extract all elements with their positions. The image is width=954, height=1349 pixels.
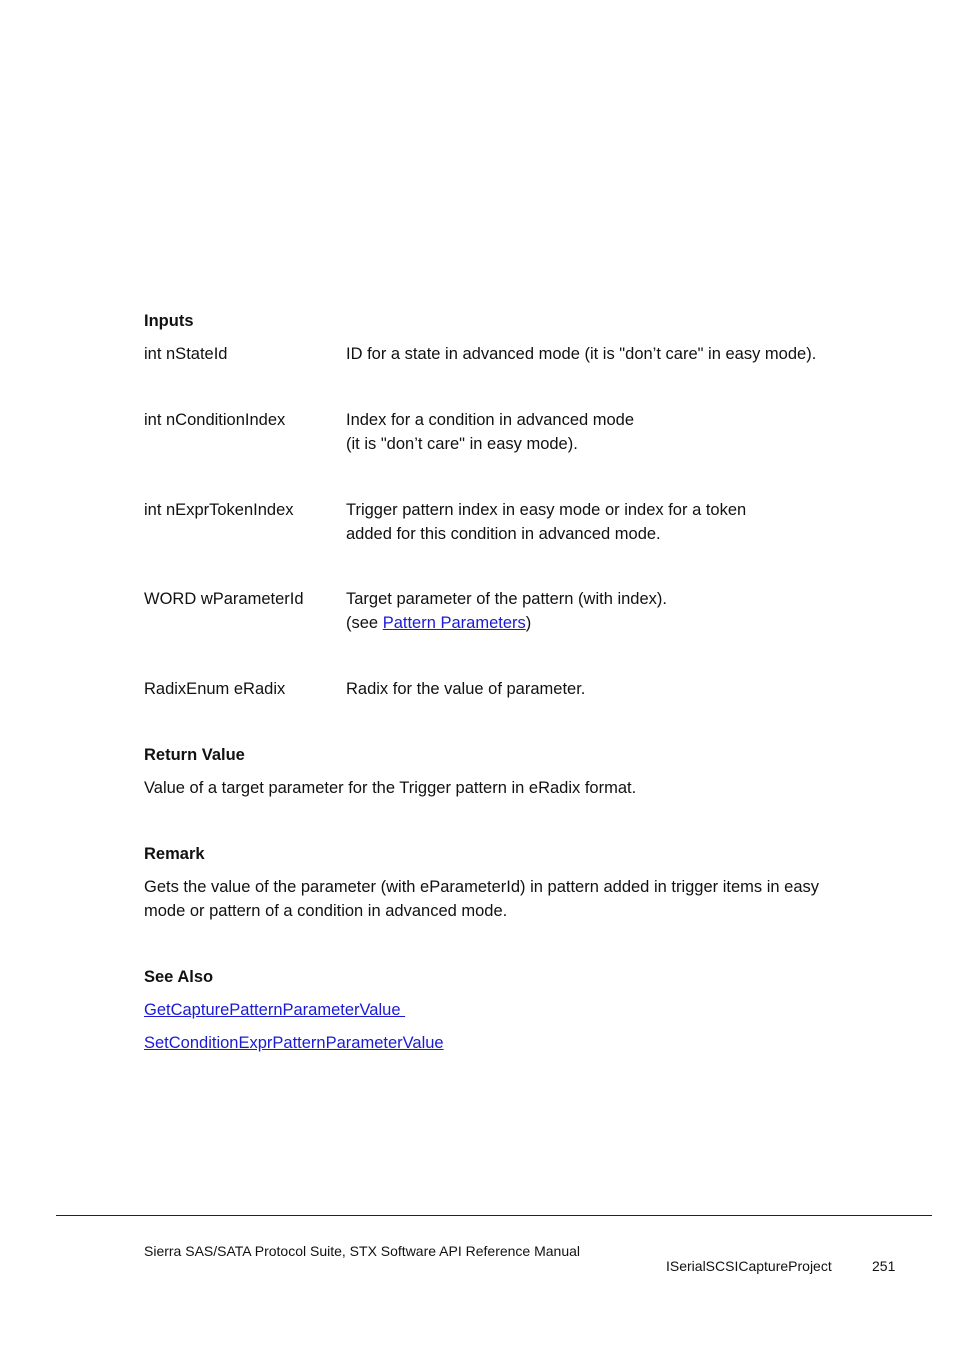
see-suffix: ) xyxy=(525,613,532,632)
see-also-link-setconditionexprpatternparametervalue[interactable]: SetConditionExprPatternParameterValue xyxy=(144,1034,444,1052)
return-value-text: Value of a target parameter for the Trigger pattern in eRadix format. xyxy=(144,779,637,797)
see-also-heading: See Also xyxy=(144,968,214,986)
param-desc-line: ID for a state in advanced mode (it is "don’t care" in easy mode). xyxy=(346,345,817,363)
param-desc-line: Trigger pattern index in easy mode or index for a token xyxy=(346,501,747,519)
param-desc-nconditionindex xyxy=(346,409,906,456)
param-desc-nstateid xyxy=(346,343,906,367)
param-name-wparameterid: WORD wParameterId xyxy=(144,590,304,608)
param-desc-line-see xyxy=(346,612,906,636)
param-desc-line: added for this condition in advanced mode. xyxy=(346,524,661,543)
footer-manual-title: Sierra SAS/SATA Protocol Suite, STX Software API Reference Manual xyxy=(144,1243,581,1259)
see-prefix: (see xyxy=(346,613,383,632)
param-desc-line: Index for a condition in advanced mode xyxy=(346,411,635,429)
return-value-heading: Return Value xyxy=(144,746,245,764)
param-desc-eradix xyxy=(346,678,906,702)
param-name-nexprtokenindex: int nExprTokenIndex xyxy=(144,501,294,519)
footer-section-name: ISerialSCSICaptureProject xyxy=(666,1258,832,1274)
param-desc-line: (it is "don’t care" in easy mode). xyxy=(346,434,578,453)
remark-heading: Remark xyxy=(144,845,205,863)
remark-line: Gets the value of the parameter (with eParameterId) in pattern added in trigger items in easy xyxy=(144,878,820,896)
remark-text xyxy=(144,875,884,923)
param-desc-line: Target parameter of the pattern (with index). xyxy=(346,590,667,608)
param-desc-line: Radix for the value of parameter. xyxy=(346,680,586,698)
remark-line: mode or pattern of a condition in advanced mode. xyxy=(144,902,508,920)
footer-page-number: 251 xyxy=(872,1258,896,1274)
param-name-nstateid: int nStateId xyxy=(144,345,228,363)
param-desc-wparameterid xyxy=(346,588,906,635)
inputs-heading: Inputs xyxy=(144,312,194,330)
see-also-link-getcapturepatternparametervalue[interactable]: GetCapturePatternParameterValue xyxy=(144,1001,406,1019)
footer-divider xyxy=(56,1215,932,1216)
param-desc-nexprtokenindex xyxy=(346,499,906,546)
param-name-eradix: RadixEnum eRadix xyxy=(144,680,286,698)
pattern-parameters-link[interactable]: Pattern Parameters xyxy=(382,613,526,632)
param-name-nconditionindex: int nConditionIndex xyxy=(144,411,286,429)
